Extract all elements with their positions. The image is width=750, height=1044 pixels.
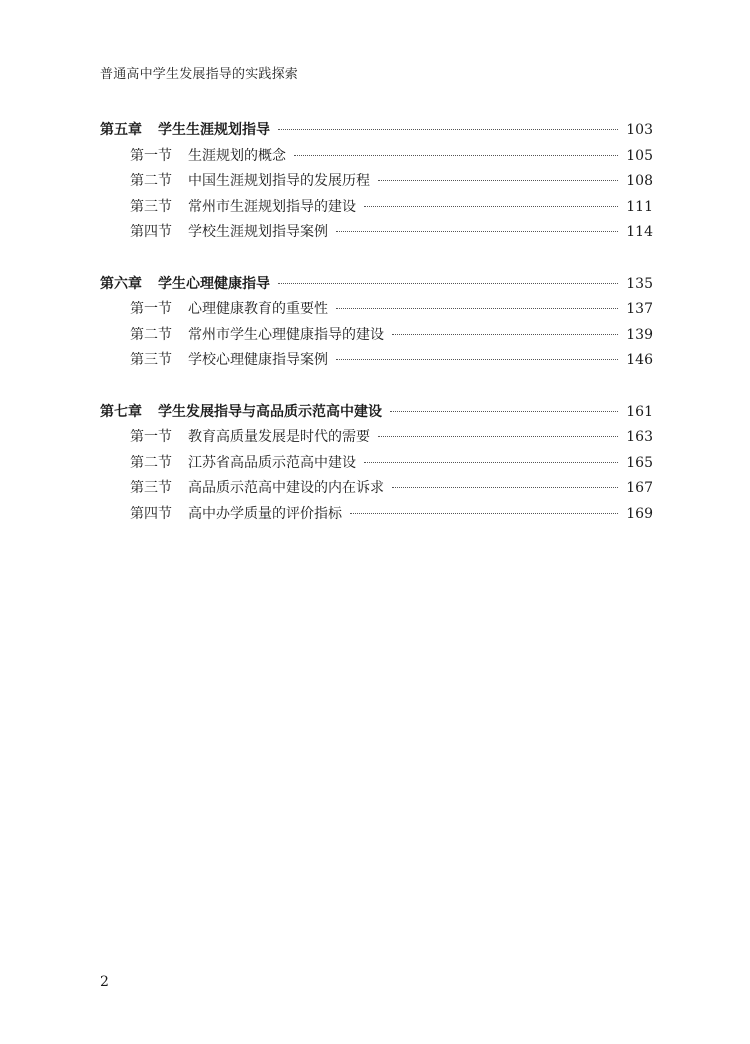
chapter-number: 第七章 xyxy=(100,403,142,420)
chapter-number: 第五章 xyxy=(100,122,142,138)
dot-leader xyxy=(294,155,618,156)
dot-leader xyxy=(392,487,618,488)
page-number: 137 xyxy=(626,301,653,317)
chapter-title: 学生生涯规划指导 xyxy=(158,122,270,138)
toc-chapter xyxy=(100,118,653,246)
dot-leader xyxy=(364,206,618,207)
toc-chapter-entry[interactable] xyxy=(100,400,653,426)
dot-leader xyxy=(336,359,618,360)
section-number: 第二节 xyxy=(130,326,172,343)
section-title: 学校生涯规划指导案例 xyxy=(188,224,328,240)
section-number: 第二节 xyxy=(130,454,172,471)
toc-section-entry[interactable] xyxy=(100,348,653,374)
toc-chapter-entry[interactable] xyxy=(100,272,653,298)
page-number: 167 xyxy=(626,480,653,496)
dot-leader xyxy=(336,308,618,309)
table-of-contents xyxy=(100,118,653,553)
section-number: 第三节 xyxy=(130,198,172,215)
toc-section-entry[interactable] xyxy=(100,144,653,170)
toc-section-entry[interactable] xyxy=(100,451,653,477)
page-number: 165 xyxy=(626,454,653,471)
section-number: 第一节 xyxy=(130,147,172,164)
chapter-title: 学生发展指导与高品质示范高中建设 xyxy=(158,403,382,420)
section-title: 江苏省高品质示范高中建设 xyxy=(188,454,356,471)
page-number: 139 xyxy=(626,326,653,343)
toc-chapter xyxy=(100,400,653,528)
section-title: 生涯规划的概念 xyxy=(188,147,286,164)
section-number: 第四节 xyxy=(130,505,172,522)
running-header: 普通高中学生发展指导的实践探索 xyxy=(100,67,299,82)
dot-leader xyxy=(390,411,618,412)
dot-leader xyxy=(378,436,618,437)
section-title: 常州市学生心理健康指导的建设 xyxy=(188,326,384,343)
page-number: 111 xyxy=(626,198,653,215)
section-number: 第一节 xyxy=(130,301,172,317)
toc-section-entry[interactable] xyxy=(100,169,653,195)
page-number: 169 xyxy=(626,505,653,522)
toc-section-entry[interactable] xyxy=(100,476,653,502)
section-number: 第三节 xyxy=(130,480,172,496)
page-number: 114 xyxy=(626,224,653,240)
toc-section-entry[interactable] xyxy=(100,425,653,451)
toc-section-entry[interactable] xyxy=(100,502,653,528)
toc-section-entry[interactable] xyxy=(100,323,653,349)
page-number: 108 xyxy=(626,173,653,189)
section-number: 第四节 xyxy=(130,224,172,240)
section-title: 心理健康教育的重要性 xyxy=(188,301,328,317)
page-number: 146 xyxy=(626,352,653,368)
section-title: 高中办学质量的评价指标 xyxy=(188,505,342,522)
dot-leader xyxy=(392,334,618,335)
toc-chapter xyxy=(100,272,653,374)
dot-leader xyxy=(278,283,618,284)
dot-leader xyxy=(364,462,618,463)
section-number: 第二节 xyxy=(130,173,172,189)
dot-leader xyxy=(278,129,618,130)
page-number: 105 xyxy=(626,147,653,164)
dot-leader xyxy=(336,231,618,232)
folio-page-number: 2 xyxy=(100,974,109,990)
page-number: 161 xyxy=(626,403,653,420)
section-title: 高品质示范高中建设的内在诉求 xyxy=(188,480,384,496)
chapter-title: 学生心理健康指导 xyxy=(158,275,270,292)
toc-section-entry[interactable] xyxy=(100,195,653,221)
dot-leader xyxy=(378,180,618,181)
section-title: 教育高质量发展是时代的需要 xyxy=(188,429,370,445)
toc-section-entry[interactable] xyxy=(100,220,653,246)
toc-chapter-entry[interactable] xyxy=(100,118,653,144)
section-title: 中国生涯规划指导的发展历程 xyxy=(188,173,370,189)
page-number: 135 xyxy=(626,275,653,292)
section-title: 学校心理健康指导案例 xyxy=(188,352,328,368)
dot-leader xyxy=(350,513,618,514)
page-number: 103 xyxy=(626,122,653,138)
toc-section-entry[interactable] xyxy=(100,297,653,323)
chapter-number: 第六章 xyxy=(100,275,142,292)
section-number: 第一节 xyxy=(130,429,172,445)
section-number: 第三节 xyxy=(130,352,172,368)
section-title: 常州市生涯规划指导的建设 xyxy=(188,198,356,215)
page-number: 163 xyxy=(626,429,653,445)
